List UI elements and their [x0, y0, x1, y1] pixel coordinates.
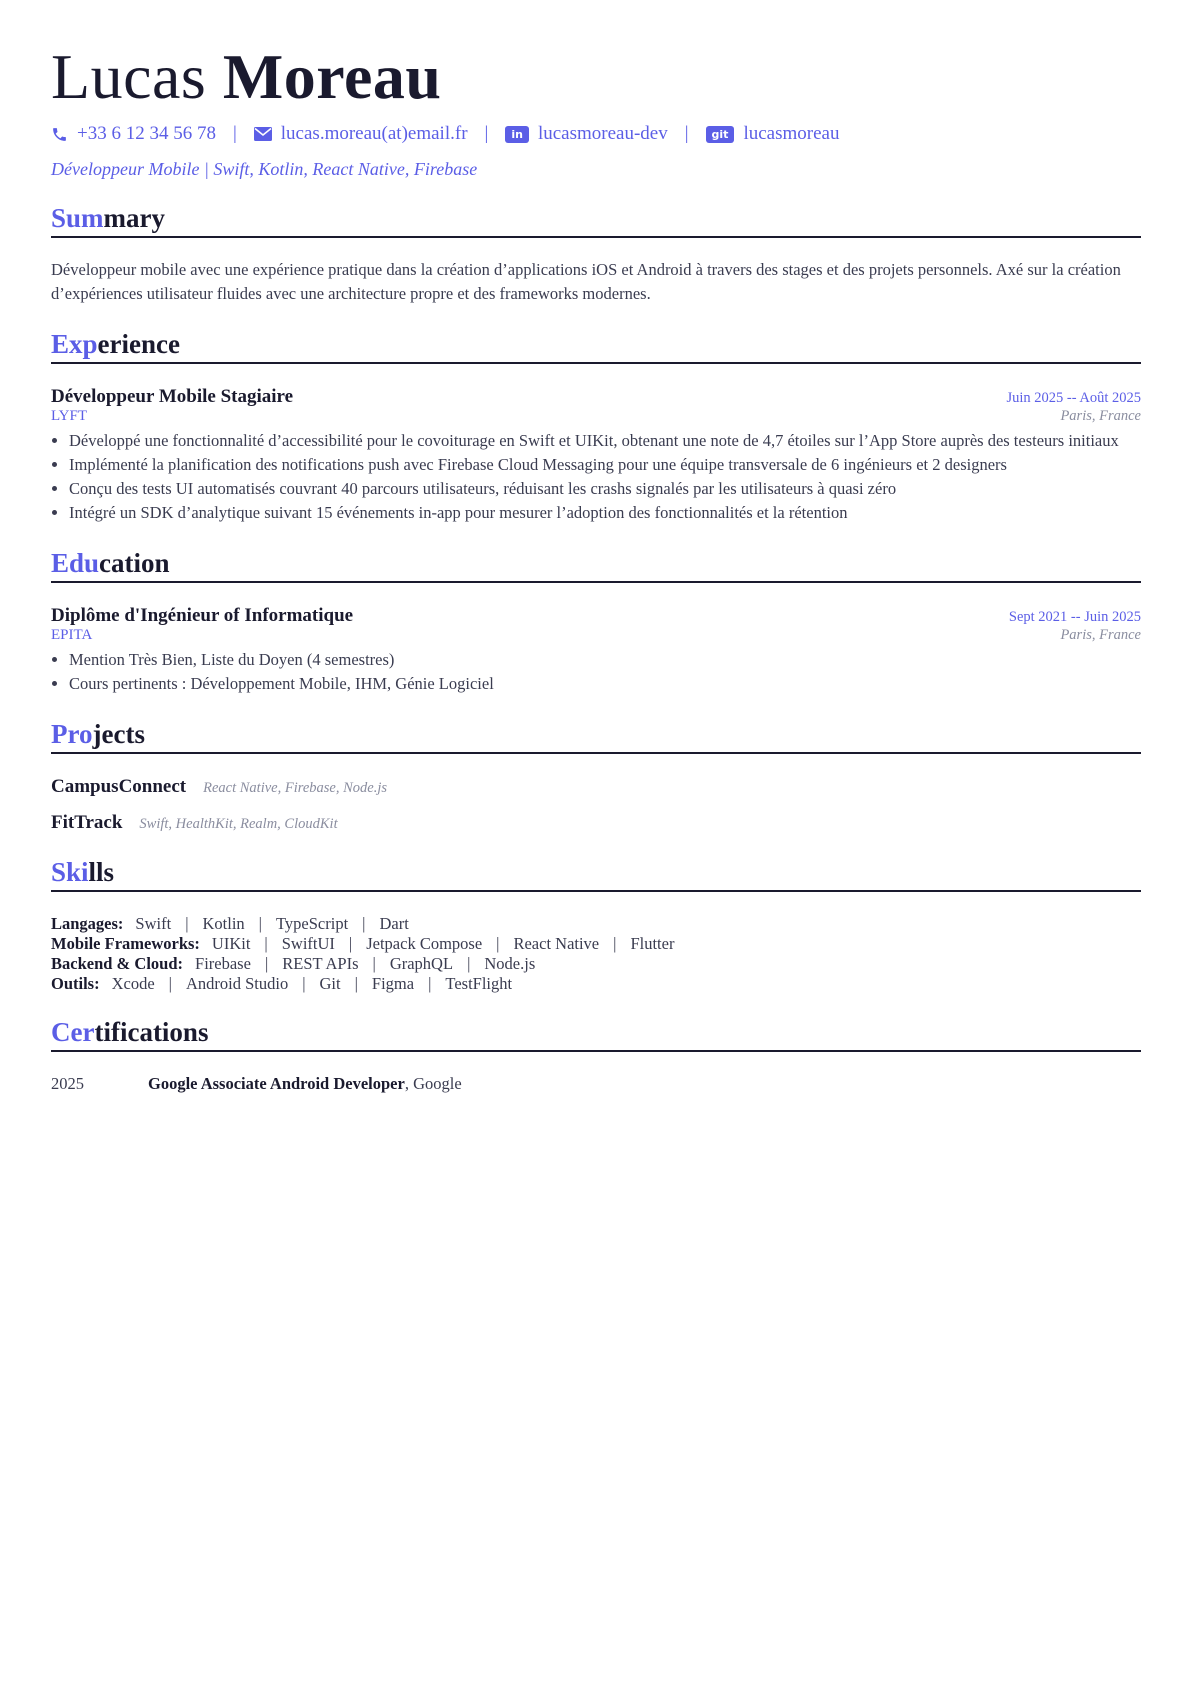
skill-item: UIKit [211, 934, 251, 953]
first-name: Lucas [51, 41, 207, 112]
project-name: FitTrack [51, 812, 123, 833]
summary-section [51, 202, 1141, 306]
section-title-rest: lls [88, 857, 115, 887]
skills-section [51, 856, 1141, 994]
skill-separator: | [362, 914, 366, 933]
contact-separator: | [232, 123, 237, 144]
candidate-name [51, 40, 1141, 112]
skill-separator: | [354, 974, 358, 993]
project-item [51, 776, 1141, 798]
projects-section [51, 718, 1141, 834]
section-title [51, 328, 1141, 364]
phone-text: +33 6 12 34 56 78 [77, 123, 216, 144]
project-item [51, 812, 1141, 834]
summary-text: Développeur mobile avec une expérience pratique dans la création d’applications iOS et Android à travers des stages et des projets personnels. Axé sur la création d’expériences utilisateur fluides avec une architecture propre et des frameworks modernes. [51, 260, 1121, 303]
section-title-accent: Cer [51, 1017, 95, 1047]
skill-separator: | [302, 974, 306, 993]
project-tech: React Native, Firebase, Node.js [203, 780, 388, 796]
skill-label: Backend & Cloud: [51, 954, 184, 973]
contact-bar [51, 123, 1141, 145]
skill-separator: | [258, 914, 262, 933]
skill-item: REST APIs [282, 954, 359, 973]
skill-item: Figma [371, 974, 415, 993]
skill-item: Kotlin [202, 914, 245, 933]
skill-label: Langages: [51, 914, 124, 933]
section-title-accent: Exp [51, 329, 98, 359]
email-contact[interactable] [254, 123, 468, 145]
school-location: Paris, France [1060, 627, 1141, 643]
skill-item: TestFlight [445, 974, 513, 993]
skill-item: Android Studio [185, 974, 289, 993]
section-title-accent: Ski [51, 857, 89, 887]
skill-item: Flutter [630, 934, 675, 953]
github-contact[interactable] [706, 123, 840, 145]
experience-section [51, 328, 1141, 525]
skill-separator: | [264, 934, 268, 953]
education-entry [51, 605, 1141, 696]
skill-separator: | [467, 954, 471, 973]
skill-item: Git [319, 974, 341, 993]
section-title-accent: Sum [51, 203, 104, 233]
skill-label: Mobile Frameworks: [51, 934, 200, 953]
skill-separator: | [348, 934, 353, 953]
certification-item [51, 1074, 1141, 1094]
certifications-section [51, 1016, 1141, 1094]
experience-entry [51, 386, 1141, 525]
cert-name: Google Associate Android Developer [148, 1074, 405, 1093]
section-title [51, 1016, 1141, 1052]
skill-separator: | [168, 974, 172, 993]
skill-separator: | [428, 974, 432, 993]
skill-row [51, 934, 1141, 954]
skill-item: SwiftUI [281, 934, 335, 953]
cert-year: 2025 [51, 1074, 84, 1093]
section-title-accent: Edu [51, 548, 100, 578]
skill-item: TypeScript [275, 914, 349, 933]
job-dates: Juin 2025 -- Août 2025 [1006, 390, 1141, 406]
job-location: Paris, France [1060, 408, 1141, 424]
skill-item: GraphQL [389, 954, 454, 973]
degree-dates: Sept 2021 -- Juin 2025 [1008, 609, 1141, 625]
section-title-rest: jects [92, 719, 145, 749]
education-bullets [51, 648, 1141, 696]
section-title-rest: cation [99, 548, 170, 578]
list-item: • Implémenté la planification des notifications push avec Firebase Cloud Messaging pour une équipe transversale de 6 ingénieurs et 2 designers [69, 453, 1141, 477]
school-name: EPITA [51, 627, 93, 643]
skill-item: Xcode [111, 974, 155, 993]
linkedin-contact[interactable] [505, 123, 667, 145]
contact-separator: | [684, 123, 689, 144]
skill-item: Node.js [484, 954, 536, 973]
skill-separator: | [613, 934, 617, 953]
github-icon: git [706, 126, 735, 143]
list-item: • Mention Très Bien, Liste du Doyen (4 semestres) [69, 648, 1141, 672]
last-name: Moreau [222, 41, 442, 112]
skill-row [51, 954, 1141, 974]
contact-separator: | [484, 123, 489, 144]
skill-separator: | [372, 954, 376, 973]
phone-contact[interactable] [51, 123, 216, 145]
linkedin-icon: in [505, 126, 529, 143]
skill-item: Swift [135, 914, 172, 933]
skill-row [51, 974, 1141, 994]
job-bullets [51, 429, 1141, 525]
skill-label: Outils: [51, 974, 100, 993]
section-title-rest: tifications [94, 1017, 209, 1047]
section-title-rest: mary [103, 203, 166, 233]
skill-separator: | [496, 934, 500, 953]
envelope-icon [254, 127, 272, 141]
section-title-rest: erience [97, 329, 180, 359]
skills-list [51, 914, 1141, 994]
job-title: Développeur Mobile Stagiaire [51, 386, 294, 407]
skill-separator: | [185, 914, 189, 933]
headline: Développeur Mobile | Swift, Kotlin, React Native, Firebase [51, 159, 478, 179]
list-item: • Cours pertinents : Développement Mobile, IHM, Génie Logiciel [69, 672, 1141, 696]
company-name: LYFT [51, 408, 87, 424]
skill-item: Jetpack Compose [366, 934, 483, 953]
section-title [51, 856, 1141, 892]
section-title [51, 718, 1141, 754]
linkedin-text: lucasmoreau-dev [537, 123, 668, 144]
section-title-accent: Pro [51, 719, 93, 749]
email-text: lucas.moreau(at)email.fr [280, 123, 468, 144]
degree-title: Diplôme d'Ingénieur of Informatique [51, 605, 354, 626]
section-title [51, 202, 1141, 238]
skill-row [51, 914, 1141, 934]
skill-separator: | [264, 954, 269, 973]
education-section [51, 547, 1141, 696]
section-title [51, 547, 1141, 583]
list-item: • Intégré un SDK d’analytique suivant 15 événements in-app pour mesurer l’adoption des fonctionnalités et la rétention [69, 501, 1141, 525]
list-item: • Développé une fonctionnalité d’accessibilité pour le covoiturage en Swift et UIKit, obtenant une note de 4,7 étoiles sur l’App Store auprès des testeurs initiaux [69, 429, 1141, 453]
skill-item: React Native [513, 934, 600, 953]
cert-issuer: , Google [404, 1074, 462, 1093]
project-name: CampusConnect [51, 776, 187, 797]
phone-icon [51, 126, 68, 143]
skill-item: Firebase [195, 954, 251, 973]
list-item: • Conçu des tests UI automatisés couvrant 40 parcours utilisateurs, réduisant les crashs signalés par les utilisateurs à quasi zéro [69, 477, 1141, 501]
project-tech: Swift, HealthKit, Realm, CloudKit [139, 816, 338, 832]
skill-item: Dart [379, 914, 409, 933]
github-text: lucasmoreau [743, 123, 840, 144]
